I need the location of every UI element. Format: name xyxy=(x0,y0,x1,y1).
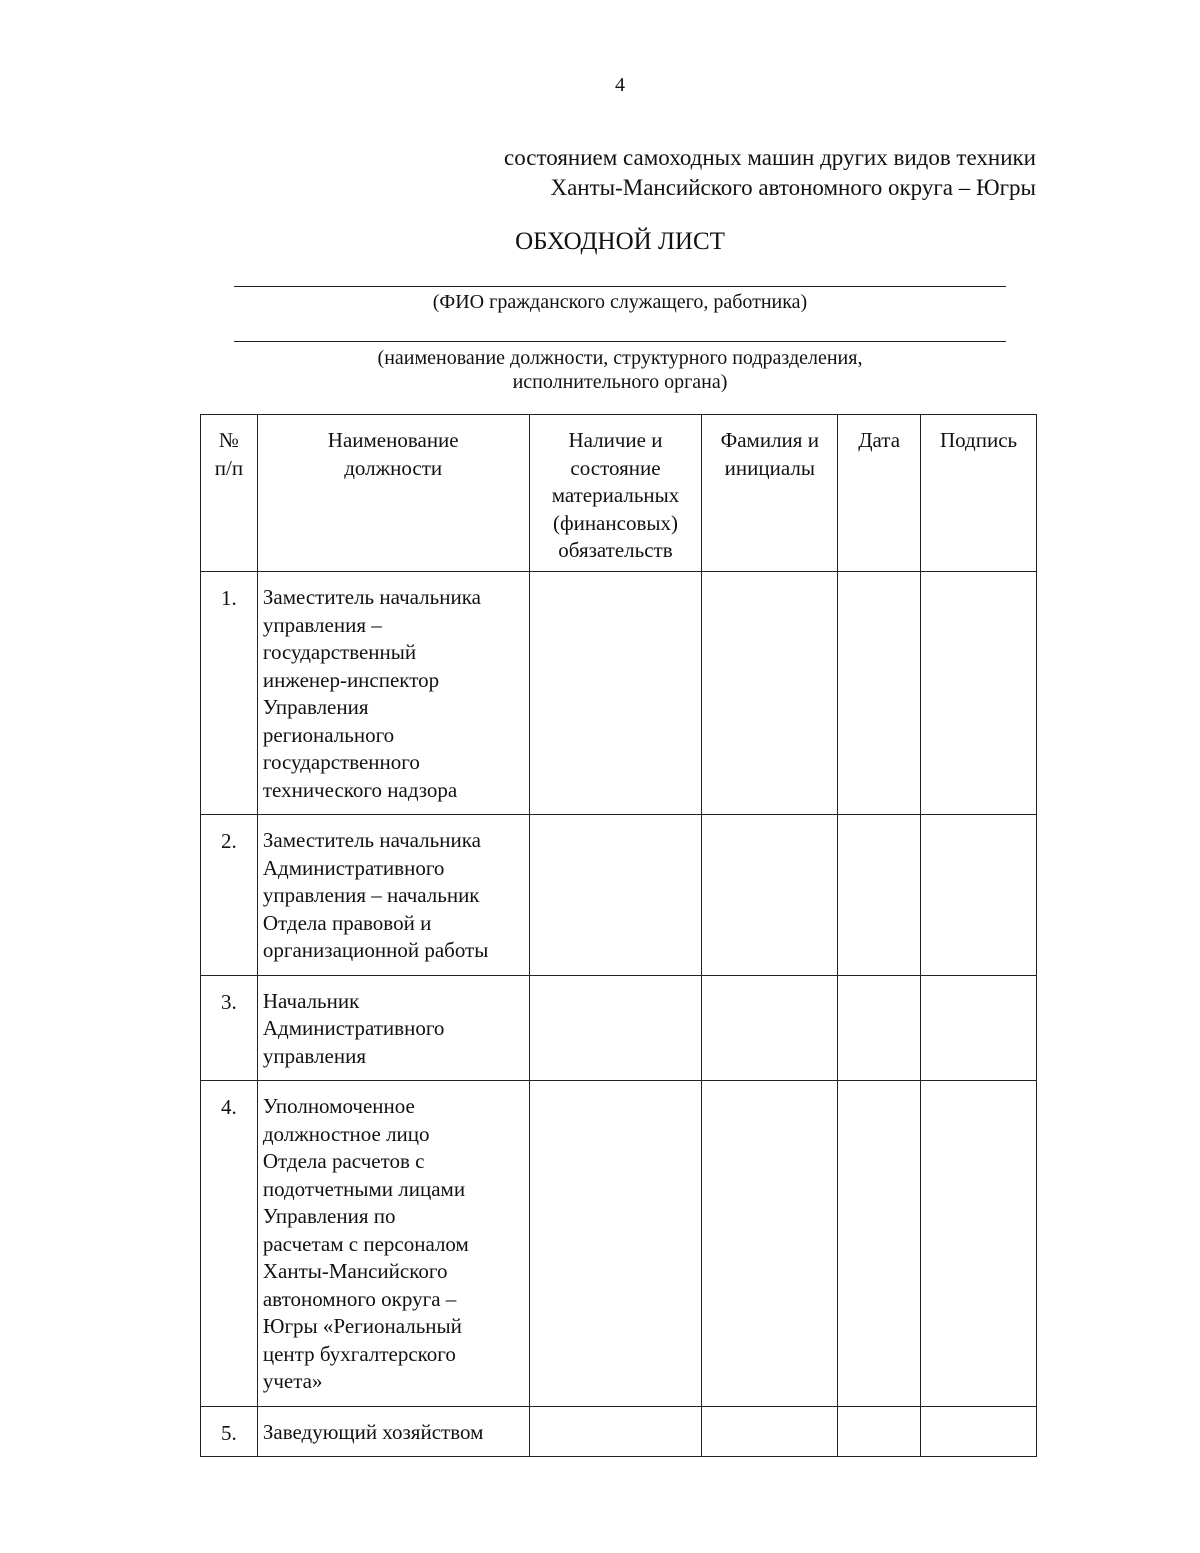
position-name-line: Заместитель начальника xyxy=(262,585,481,609)
position-name-line: государственного xyxy=(262,750,420,774)
date-cell xyxy=(838,1406,921,1457)
page-number: 4 xyxy=(615,74,625,96)
clearance-table xyxy=(200,414,1037,1457)
signature-cell xyxy=(921,815,1037,976)
row-number: 1. xyxy=(201,572,258,815)
position-name-line: Управления xyxy=(262,695,369,719)
position-name-line: Югры «Региональный xyxy=(262,1314,462,1338)
position-name-cell xyxy=(257,815,529,976)
table-row xyxy=(201,975,1037,1081)
row-number: 5. xyxy=(201,1406,258,1457)
position-name-line: Административного xyxy=(262,855,445,880)
signature-cell xyxy=(921,572,1037,815)
header-date xyxy=(838,415,921,572)
table-row xyxy=(201,1081,1037,1407)
position-name-cell xyxy=(257,572,529,815)
date-cell xyxy=(838,572,921,815)
obligations-cell xyxy=(529,1406,702,1457)
signature-cell xyxy=(921,1406,1037,1457)
position-name-line: Начальник xyxy=(262,988,360,1013)
table-header-row xyxy=(201,415,1037,572)
name-cell xyxy=(702,1081,838,1407)
header-text-line: Наличие и xyxy=(568,428,663,452)
header-text-line: Фамилия и xyxy=(720,428,819,452)
position-name-cell xyxy=(257,975,529,1081)
position-name-line: организационной работы xyxy=(262,938,489,962)
position-caption-line: (наименование должности, структурного подразделения, xyxy=(377,347,863,369)
header-text-line: Дата xyxy=(858,428,901,452)
position-name-line: Отдела правовой и xyxy=(262,910,432,935)
position-name-line: Заместитель начальника xyxy=(262,828,481,852)
header-line: состоянием самоходных машин других видов техники xyxy=(504,145,1036,170)
header-text-line: (финансовых) xyxy=(552,510,678,535)
position-name-line: управления – начальник xyxy=(262,883,480,907)
header-position xyxy=(257,415,529,572)
obligations-cell xyxy=(529,572,702,815)
header-text-line: состояние xyxy=(570,455,661,480)
position-name-line: государственный xyxy=(262,640,417,664)
name-cell xyxy=(702,572,838,815)
position-caption-line: исполнительного органа) xyxy=(512,371,728,393)
position-name-cell xyxy=(257,1081,529,1407)
position-name-line: Административного xyxy=(262,1016,445,1040)
table-row xyxy=(201,1406,1037,1457)
position-name-line: расчетам с персоналом xyxy=(262,1231,469,1256)
header-text-line: № xyxy=(218,428,239,452)
position-name-line: Управления по xyxy=(262,1204,396,1228)
obligations-cell xyxy=(529,975,702,1081)
position-name-line: центр бухгалтерского xyxy=(262,1341,456,1366)
signature-cell xyxy=(921,1081,1037,1407)
header-text-line: обязательств xyxy=(558,538,673,562)
position-name-line: должностное лицо xyxy=(262,1121,430,1146)
obligations-cell xyxy=(529,1081,702,1407)
document-title: ОБХОДНОЙ ЛИСТ xyxy=(515,228,725,255)
header-line: Ханты-Мансийского автономного округа – Югры xyxy=(550,175,1036,200)
position-name-line: автономного округа – xyxy=(262,1286,457,1311)
signature-cell xyxy=(921,975,1037,1081)
position-name-line: регионального xyxy=(262,722,395,747)
position-caption xyxy=(234,346,1006,394)
position-name-line: подотчетными лицами xyxy=(262,1176,466,1201)
header-text-line: материальных xyxy=(551,483,680,507)
header-signature xyxy=(921,415,1037,572)
name-cell xyxy=(702,815,838,976)
header-obligations xyxy=(529,415,702,572)
header-text-line: инициалы xyxy=(724,455,815,480)
date-cell xyxy=(838,975,921,1081)
fio-caption: (ФИО гражданского служащего, работника) xyxy=(432,291,808,313)
obligations-cell xyxy=(529,815,702,976)
row-number: 2. xyxy=(201,815,258,976)
table-row xyxy=(201,815,1037,976)
position-name-line: технического надзора xyxy=(262,777,458,802)
date-cell xyxy=(838,815,921,976)
header-text-line: должности xyxy=(344,455,443,480)
name-cell xyxy=(702,1406,838,1457)
header-block xyxy=(504,143,1036,203)
position-name-line: Заведующий хозяйством xyxy=(262,1419,484,1444)
fio-fill-line xyxy=(234,286,1006,287)
position-fill-line xyxy=(234,341,1006,342)
header-name xyxy=(702,415,838,572)
position-name-line: Уполномоченное xyxy=(262,1094,415,1118)
position-name-line: Ханты-Мансийского xyxy=(262,1259,448,1283)
header-text-line: Подпись xyxy=(939,428,1018,452)
position-name-cell xyxy=(257,1406,529,1457)
position-name-line: инженер-инспектор xyxy=(262,667,440,692)
position-name-line: управления – xyxy=(262,612,382,637)
row-number: 4. xyxy=(201,1081,258,1407)
header-num xyxy=(201,415,258,572)
position-name-line: управления xyxy=(262,1043,366,1068)
date-cell xyxy=(838,1081,921,1407)
row-number: 3. xyxy=(201,975,258,1081)
header-text-line: Наименование xyxy=(327,428,459,452)
position-name-line: учета» xyxy=(262,1369,323,1393)
table-row xyxy=(201,572,1037,815)
header-text-line: п/п xyxy=(214,455,244,480)
name-cell xyxy=(702,975,838,1081)
position-name-line: Отдела расчетов с xyxy=(262,1149,425,1173)
